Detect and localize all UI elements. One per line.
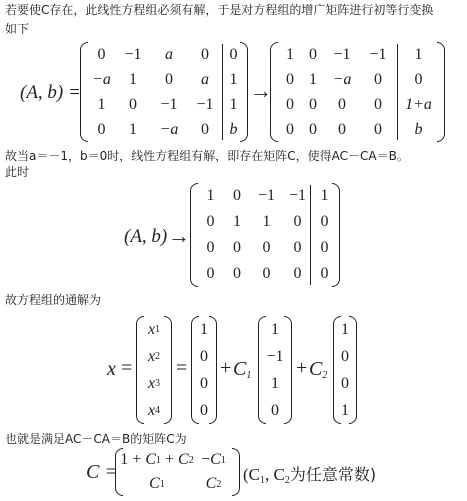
second-entry-r3-c2: 0 — [233, 239, 241, 256]
original-entry-r4-c5: b — [229, 120, 238, 138]
second-entry-r1-c1: 1 — [206, 187, 215, 204]
reduced-entry-r3-c2: 0 — [309, 95, 317, 113]
reduced-entry-r2-c1: 0 — [286, 70, 294, 88]
v1-entry-2: −1 — [266, 347, 284, 365]
original-entry-r4-c2: 1 — [129, 120, 137, 138]
v1-entry-4: 0 — [271, 401, 279, 419]
x-vector — [136, 316, 172, 424]
result-intro: 也就是满足AC－CA＝B的矩阵C为 — [5, 432, 187, 446]
reduced-entry-r1-c4: −1 — [369, 45, 387, 63]
augmented-matrix-original — [80, 42, 248, 142]
right-bracket — [164, 316, 172, 424]
x-entry: x 4 — [147, 401, 161, 419]
right-bracket — [240, 42, 248, 142]
arrow-2: → — [168, 223, 190, 248]
original-matrix-entries — [88, 42, 244, 142]
reduced-entry-r2-c2: 1 — [309, 70, 317, 88]
reduced-entry-r1-c2: 0 — [309, 45, 317, 63]
reduced-entry-r4-c1: 0 — [286, 120, 294, 138]
original-entry-r2-c5: 1 — [229, 70, 238, 88]
reduced-entry-r4-c5: b — [414, 120, 423, 138]
second-entry-r2-c3: 1 — [262, 213, 271, 230]
condition-line-2: 此时 — [5, 165, 30, 179]
v2-entry-1: 1 — [341, 320, 349, 338]
reduced-entry-r3-c4: 0 — [374, 95, 382, 113]
original-entry-r4-c3: −a — [159, 120, 179, 138]
entry-12: − C 1 — [201, 451, 226, 468]
reduced-entry-r1-c5: 1 — [414, 45, 423, 63]
reduced-augmented-matrix — [190, 183, 340, 287]
left-bracket — [190, 183, 198, 287]
second-entry-r1-c3: −1 — [257, 187, 276, 204]
original-entry-r1-c5: 0 — [229, 45, 238, 63]
second-entry-r2-c2: 1 — [233, 213, 241, 230]
left-bracket — [270, 42, 278, 142]
augmented-matrix-label: (A, b) = — [20, 82, 81, 103]
reduced-matrix-entries — [278, 42, 441, 142]
augmented-matrix-reduced — [270, 42, 445, 142]
right-bracket — [284, 316, 292, 424]
right-bracket — [209, 316, 217, 424]
right-bracket — [437, 42, 445, 142]
constant-note: ($C_1$, $C_2$为任意常数) — [243, 465, 377, 486]
second-entry-r1-c2: 0 — [233, 187, 241, 204]
second-entry-r4-c5: 0 — [320, 265, 329, 282]
reduced-entry-r3-c1: 0 — [286, 95, 294, 113]
right-bracket — [232, 448, 240, 496]
entry-22: C 2 — [205, 475, 222, 492]
original-entry-r4-c1: 0 — [97, 120, 106, 138]
reduced-entry-r4-c3: 0 — [338, 120, 346, 138]
second-entry-r4-c2: 0 — [233, 265, 241, 282]
entry-11: 1 + C 1 + C 2 — [120, 451, 194, 468]
reduced-entry-r4-c2: 0 — [309, 120, 317, 138]
reduced-entry-r2-c3: −a — [332, 70, 352, 88]
second-entry-r3-c1: 0 — [206, 239, 215, 256]
right-bracket — [332, 183, 340, 287]
reduced-entry-r2-c5: 0 — [414, 70, 423, 88]
particular-entry-3: 0 — [200, 374, 208, 392]
particular-entry-4: 0 — [200, 401, 208, 419]
second-entry-r4-c3: 0 — [262, 265, 271, 282]
second-entry-r3-c5: 0 — [320, 239, 329, 256]
original-entry-r1-c2: −1 — [124, 45, 142, 63]
original-entry-r3-c5: 1 — [229, 95, 238, 113]
second-matrix-label: (A, b) — [124, 226, 168, 247]
basis-vector-2 — [333, 316, 357, 424]
x-entry: x 2 — [147, 347, 161, 365]
original-entry-r4-c4: 0 — [201, 120, 209, 138]
arrow-1: → — [250, 78, 272, 103]
v1-entry-1: 1 — [271, 320, 279, 338]
original-entry-r3-c1: 1 — [97, 95, 106, 113]
original-entry-r3-c4: −1 — [196, 95, 214, 113]
second-entry-r2-c1: 0 — [206, 213, 215, 230]
original-entry-r3-c2: 0 — [129, 95, 137, 113]
entry-21: C 1 — [149, 475, 165, 492]
reduced-entry-r1-c1: 1 — [286, 45, 294, 63]
original-entry-r2-c3: 0 — [165, 70, 173, 88]
x-entry: x 3 — [147, 374, 161, 392]
original-entry-r2-c1: −a — [92, 70, 111, 88]
reduced-entry-r3-c3: 0 — [338, 95, 346, 113]
original-entry-r3-c3: −1 — [160, 95, 178, 113]
original-entry-r2-c4: a — [201, 70, 209, 88]
equals-sign: = — [176, 357, 188, 379]
second-entry-r4-c4: 0 — [293, 265, 302, 282]
basis-vector-1 — [258, 316, 292, 424]
second-entry-r1-c5: 1 — [320, 187, 329, 204]
v1-entry-3: 1 — [271, 374, 279, 392]
result-matrix — [115, 448, 240, 496]
original-entry-r2-c2: 1 — [129, 70, 137, 88]
second-entry-r3-c3: 0 — [262, 239, 271, 256]
condition-line-1: 故当a＝－1，b＝0时，线性方程组有解，即存在矩阵C，使得AC－CA＝B。 — [5, 149, 409, 163]
c-label: C = — [86, 461, 118, 483]
second-entry-r2-c5: 0 — [320, 213, 329, 230]
v2-entry-2: 0 — [341, 347, 349, 365]
reduced-entry-r1-c3: −1 — [333, 45, 351, 63]
reduced-entry-r4-c4: 0 — [374, 120, 382, 138]
second-entry-r4-c1: 0 — [206, 265, 215, 282]
v2-entry-3: 0 — [341, 374, 349, 392]
reduced-entry-r3-c5: 1+a — [405, 95, 432, 113]
second-entry-r3-c4: 0 — [293, 239, 302, 256]
second-entry-r1-c4: −1 — [288, 187, 307, 204]
particular-entry-1: 1 — [200, 320, 208, 338]
x-entry: x 1 — [147, 320, 161, 338]
general-solution-intro: 故方程组的通解为 — [5, 293, 102, 307]
equals-sign: = — [121, 357, 133, 379]
original-entry-r1-c4: 0 — [201, 45, 209, 63]
c2-coefficient: $C_2$ — [309, 358, 328, 381]
particular-entry-2: 0 — [200, 347, 208, 365]
result-matrix-entries — [121, 448, 234, 496]
plus-sign: + — [296, 357, 308, 379]
c1-coefficient: $C_1$ — [233, 358, 252, 381]
v2-entry-4: 1 — [341, 401, 349, 419]
reduced-matrix-entries — [198, 183, 336, 287]
x-label: x — [107, 358, 116, 380]
plus-sign: + — [220, 357, 232, 379]
particular-solution-vector — [191, 316, 217, 424]
intro-line-1: 若要使C存在，此线性方程组必须有解，于是对方程组的增广矩阵进行初等行变换 — [5, 3, 434, 17]
original-entry-r1-c3: a — [165, 45, 173, 63]
left-bracket — [80, 42, 88, 142]
right-bracket — [349, 316, 357, 424]
second-entry-r2-c4: 0 — [293, 213, 302, 230]
original-entry-r1-c1: 0 — [97, 45, 106, 63]
reduced-entry-r2-c4: 0 — [374, 70, 382, 88]
intro-line-2: 如下 — [5, 22, 30, 36]
